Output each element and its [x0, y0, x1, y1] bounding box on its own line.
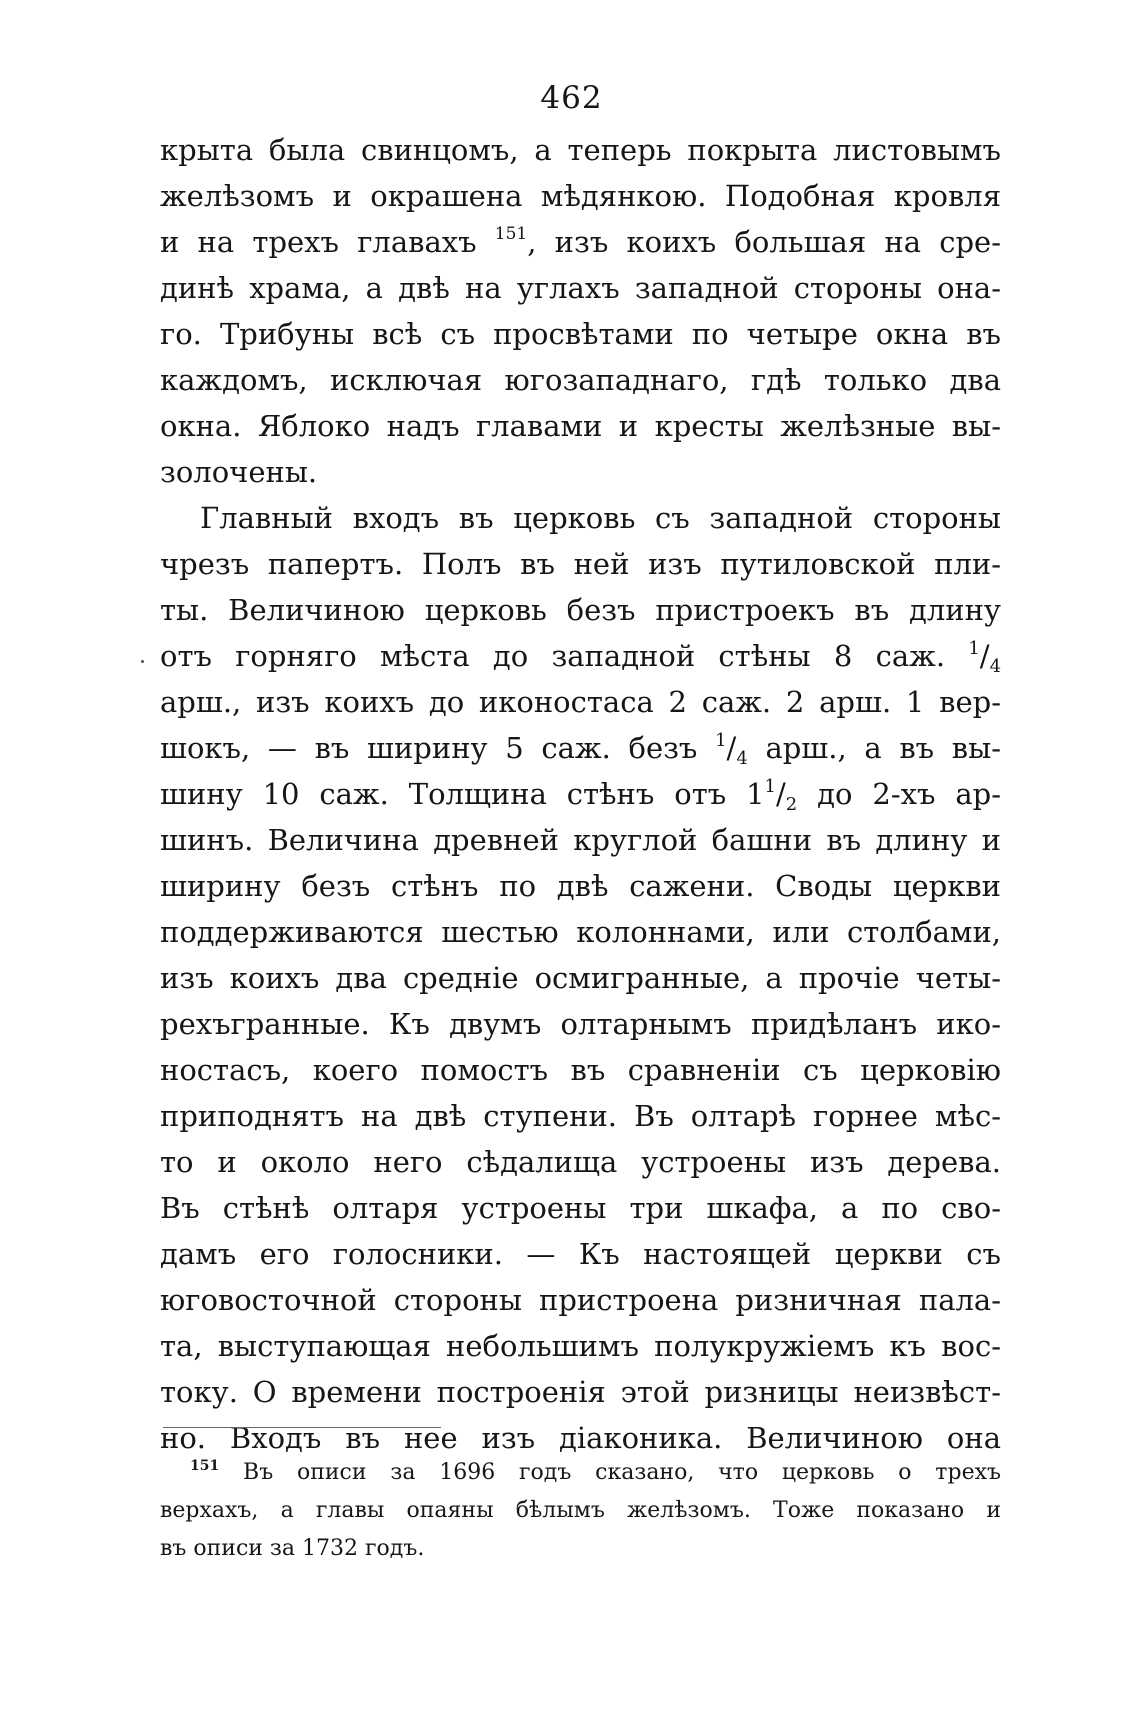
text-line: приподнятъ на двѣ ступени. Въ олтарѣ горнее мѣс-: [160, 1099, 1001, 1133]
text-line: юговосточной стороны пристроена ризничная пала-: [160, 1283, 1001, 1317]
text-span: , изъ коихъ большая на сре-: [527, 225, 1001, 259]
text-line: поддерживаются шестью колоннами, или столбами,: [160, 915, 1001, 949]
text-line: чрезъ папертъ. Полъ въ ней изъ путиловской пли-: [160, 547, 1001, 581]
text-line: крыта была свинцомъ, а теперь покрыта листовымъ: [160, 133, 1001, 167]
text-line: изъ коихъ два среднiе осмигранные, а прочiе четы-: [160, 961, 1001, 995]
text-line: то и около него сѣдалища устроены изъ дерева.: [160, 1145, 1001, 1179]
footnote-line: [190, 1456, 1001, 1489]
text-line: динѣ храма, а двѣ на углахъ западной стороны она-: [160, 271, 1001, 305]
text-line: шокъ, — въ ширину 5 саж. безъ $^1/_4$ арш., а въ вы-: [160, 730, 1002, 769]
text-line: ширину безъ стѣнъ по двѣ сажени. Своды церкви: [160, 869, 1001, 903]
text-line: рехъгранные. Къ двумъ олтарнымъ придѣланъ ико-: [160, 1007, 1001, 1041]
footnote-divider: [163, 1427, 441, 1428]
fraction-numerator: 1: [764, 776, 776, 797]
text-line: отъ горняго мѣста до западной стѣны 8 саж. $^1/_4$: [160, 638, 1002, 677]
fraction-denominator: 2: [785, 794, 798, 815]
text-line: Въ стѣнѣ олтаря устроены три шкафа, а по сво-: [160, 1191, 1001, 1225]
text-line: золочены.: [160, 455, 318, 489]
text-line: шину 10 саж. Толщина стѣнъ отъ $1^1/_2$ до 2-хъ ар-: [160, 776, 1001, 815]
text-line: та, выступающая небольшимъ полукружiемъ къ вос-: [160, 1329, 1001, 1363]
margin-mark: [141, 660, 144, 663]
footnote-marker: 151: [190, 1458, 220, 1474]
text-span: арш., а въ вы-: [765, 731, 1002, 765]
text-line: ностасъ, коего помостъ въ сравненiи съ церковiю: [160, 1053, 1001, 1087]
fraction-numerator: 1: [968, 638, 980, 659]
text-line: ты. Величиною церковь безъ пристроекъ въ длину: [160, 593, 1001, 627]
text-line: дамъ его голосники. — Къ настоящей церкви съ: [160, 1237, 1001, 1271]
fraction-denominator: 4: [989, 656, 1002, 677]
text-line: Главный входъ въ церковь съ западной стороны: [200, 501, 1001, 535]
footnote-line: верхахъ, а главы опаяны бѣлымъ желѣзомъ. Тоже показано и: [160, 1498, 1001, 1523]
text-line: каждомъ, исключая югозападнаго, гдѣ только два: [160, 363, 1001, 397]
text-line: го. Трибуны всѣ съ просвѣтами по четыре окна въ: [160, 317, 1001, 351]
text-line: но. Входъ въ нее изъ дiаконика. Величиною она: [160, 1421, 1001, 1455]
text-line: окна. Яблоко надъ главами и кресты желѣзные вы-: [160, 409, 1001, 443]
page-number: 462: [540, 80, 603, 116]
text-span: и на трехъ главахъ: [160, 225, 477, 259]
footnote-line: въ описи за 1732 годъ.: [160, 1536, 425, 1561]
text-span: шину 10 саж. Толщина стѣнъ отъ 1: [160, 777, 765, 811]
footnote-ref: 151: [494, 224, 528, 244]
text-line: арш., изъ коихъ до иконостаса 2 саж. 2 арш. 1 вер-: [160, 685, 1001, 719]
text-span: Въ описи за 1696 годъ сказано, что церковь о трехъ: [243, 1460, 1001, 1485]
text-line: шинъ. Величина древней круглой башни въ длину и: [160, 823, 1001, 857]
text-line: току. О времени построенiя этой ризницы неизвѣст-: [160, 1375, 1001, 1409]
text-span: отъ горняго мѣста до западной стѣны 8 саж.: [160, 639, 946, 673]
fraction-numerator: 1: [715, 730, 727, 751]
fraction-denominator: 4: [736, 748, 748, 769]
text-line: [160, 222, 1001, 262]
text-span: до 2-хъ ар-: [817, 777, 1001, 811]
text-line: желѣзомъ и окрашена мѣдянкою. Подобная кровля: [160, 179, 1001, 213]
text-span: шокъ, — въ ширину 5 саж. безъ: [160, 731, 698, 765]
